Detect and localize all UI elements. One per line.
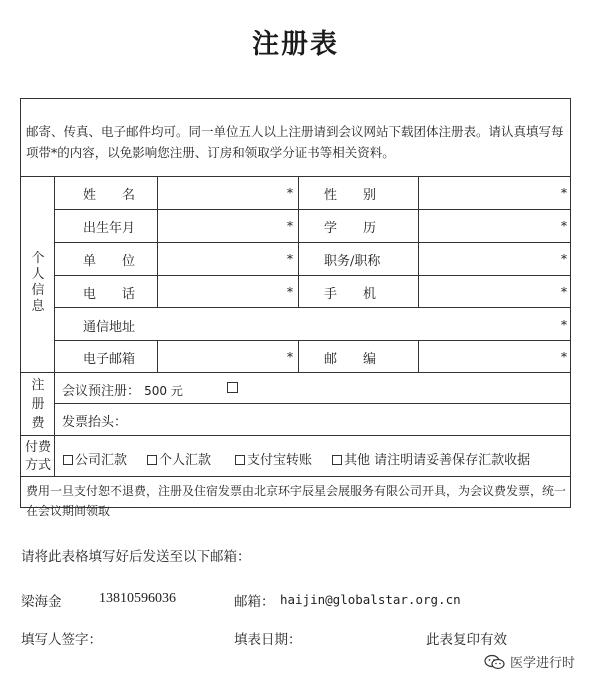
label-char: 信	[31, 283, 45, 298]
watermark	[484, 652, 575, 671]
contact-email: haijin@globalstar.org.cn	[280, 592, 461, 607]
payment-alipay-option[interactable]	[235, 449, 312, 468]
checkbox[interactable]	[147, 455, 157, 465]
payment-other-option[interactable]	[332, 449, 530, 468]
required-mark: *	[287, 350, 293, 364]
option-label: 其他 请注明请妥善保存汇款收据	[344, 453, 531, 468]
checkbox[interactable]	[235, 455, 245, 465]
required-mark: *	[287, 285, 293, 299]
payment-section-label	[23, 439, 53, 475]
email-label: 电子邮箱	[83, 352, 136, 367]
required-mark: *	[287, 219, 293, 233]
required-mark: *	[561, 285, 567, 299]
prereg-checkbox[interactable]	[227, 382, 238, 393]
job-title-label: 职务/职称	[324, 254, 381, 269]
education-label: 学 历	[324, 221, 377, 236]
instructions-text: 请将此表格填写好后发送至以下邮箱：	[21, 549, 251, 565]
required-mark: *	[287, 186, 293, 200]
required-mark: *	[287, 252, 293, 266]
option-label: 个人汇款	[159, 453, 212, 468]
gender-label: 性 别	[324, 188, 377, 203]
required-mark: *	[561, 350, 567, 364]
required-mark: *	[561, 252, 567, 266]
birth-label: 出生年月	[83, 221, 136, 236]
required-mark: *	[561, 186, 567, 200]
contact-name: 梁海金	[21, 594, 62, 610]
personal-info-label	[23, 251, 53, 315]
required-mark: *	[561, 219, 567, 233]
fee-amount: 500 元	[144, 384, 183, 398]
checkbox[interactable]	[63, 455, 73, 465]
address-label: 通信地址	[83, 320, 136, 335]
label-char: 注	[31, 378, 45, 393]
checkbox[interactable]	[332, 455, 342, 465]
watermark-text: 医学进行时	[509, 656, 575, 671]
label-char: 人	[31, 267, 45, 282]
invoice-label: 发票抬头：	[62, 415, 128, 430]
mobile-label: 手 机	[324, 287, 377, 302]
validity-note: 此表复印有效	[426, 632, 507, 648]
fee-section-label	[23, 376, 53, 433]
signer-label: 填写人签字：	[21, 632, 102, 648]
postcode-label: 邮 编	[324, 352, 377, 367]
label-char: 方式	[24, 458, 51, 473]
registration-form	[20, 98, 571, 518]
wechat-icon	[484, 654, 506, 670]
date-label: 填表日期：	[234, 632, 302, 648]
prereg-row	[62, 380, 183, 399]
contact-email-label: 邮箱：	[234, 594, 275, 610]
label-char: 册	[31, 397, 45, 412]
required-mark: *	[561, 318, 567, 332]
option-label: 支付宝转账	[247, 453, 313, 468]
name-label: 姓 名	[83, 188, 136, 203]
contact-phone: 13810596036	[99, 591, 176, 606]
fee-policy-note: 费用一旦支付恕不退费，注册及住宿发票由北京环宇辰星会展服务有限公司开具，为会议费发票，统一在会议期间领取	[26, 484, 567, 518]
payment-company-option[interactable]	[63, 449, 127, 468]
label-char: 个	[31, 251, 45, 266]
phone-label: 电 话	[83, 287, 136, 302]
unit-label: 单 位	[83, 254, 136, 269]
prereg-label: 会议预注册：	[62, 384, 141, 399]
notice-text: 邮寄、传真、电子邮件均可。同一单位五人以上注册请到会议网站下载团体注册表。请认真填写每项带*的内容，以免影响您注册、订房和领取学分证书等相关资料。	[26, 124, 564, 160]
label-char: 费	[31, 416, 45, 431]
payment-personal-option[interactable]	[147, 449, 211, 468]
label-char: 息	[31, 299, 45, 314]
page-title: 注册表	[252, 29, 339, 60]
label-char: 付费	[24, 440, 51, 455]
option-label: 公司汇款	[75, 453, 128, 468]
